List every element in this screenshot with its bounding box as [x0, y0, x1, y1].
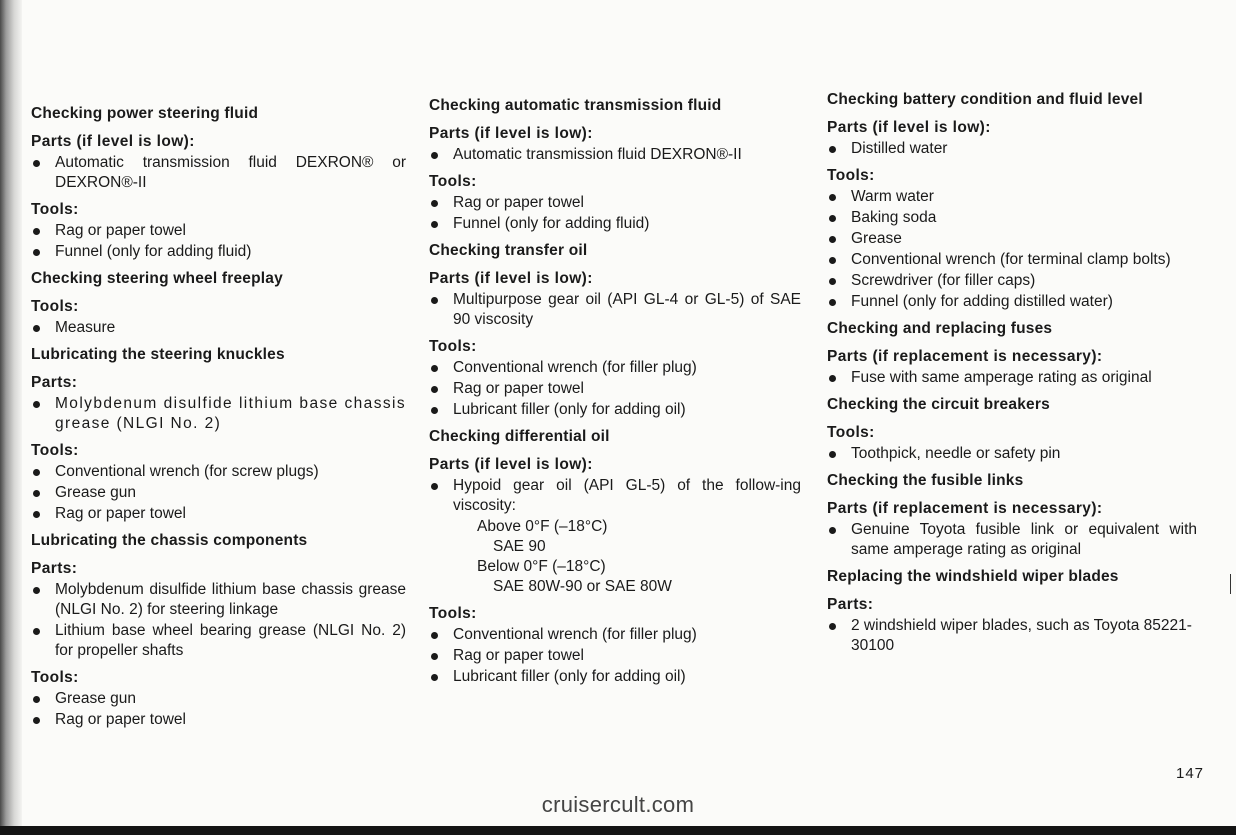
list-item: Grease [827, 229, 1197, 249]
list-item: Lithium base wheel bearing grease (NLGI No. 2) for propeller shafts [31, 621, 406, 661]
parts-label: Parts: [827, 596, 874, 613]
section-heading: Checking automatic transmission fluid [429, 97, 722, 114]
list-item: 2 windshield wiper blades, such as Toyota 85221-30100 [827, 616, 1197, 656]
list-item: Rag or paper towel [429, 646, 801, 666]
list-item: Lubricant filler (only for adding oil) [429, 667, 801, 687]
list-item: Molybdenum disulfide lithium base chassis grease (NLGI No. 2) for steering linkage [31, 580, 406, 620]
viscosity-above-label: Above 0°F (–18°C) [477, 518, 608, 535]
section-heading: Checking power steering fluid [31, 105, 259, 122]
tools-list [31, 689, 406, 730]
section-fuses [827, 319, 1197, 388]
section-fusible-links [827, 471, 1197, 560]
bullet-icon [829, 215, 836, 222]
page-number: 147 [1176, 765, 1205, 782]
section-heading: Checking and replacing fuses [827, 320, 1053, 337]
viscosity-above-value: SAE 90 [493, 538, 546, 555]
margin-mark [1230, 574, 1231, 594]
bullet-icon [829, 299, 836, 306]
section-steering-wheel-freeplay [31, 269, 406, 338]
parts-label: Parts (if level is low): [31, 133, 195, 150]
list-item: Genuine Toyota fusible link or equivalent with same amperage rating as original [827, 520, 1197, 560]
bullet-icon [431, 386, 438, 393]
parts-list [827, 368, 1197, 388]
bullet-icon [829, 527, 836, 534]
list-item: Lubricant filler (only for adding oil) [429, 400, 801, 420]
bullet-icon [33, 469, 40, 476]
bullet-icon [33, 160, 40, 167]
list-item: Molybdenum disulfide lithium base chassis grease (NLGI No. 2) [31, 394, 406, 434]
bullet-icon [829, 257, 836, 264]
section-chassis-components [31, 531, 406, 730]
bullet-icon [33, 628, 40, 635]
tools-label: Tools: [31, 298, 79, 315]
parts-list [827, 520, 1197, 560]
bullet-icon [431, 297, 438, 304]
list-item: Multipurpose gear oil (API GL-4 or GL-5) of SAE 90 viscosity [429, 290, 801, 330]
list-item: Conventional wrench (for screw plugs) [31, 462, 406, 482]
bullet-icon [829, 623, 836, 630]
tools-label: Tools: [429, 338, 477, 355]
tools-list [31, 318, 406, 338]
list-item: Funnel (only for adding fluid) [31, 242, 406, 262]
tools-label: Tools: [429, 173, 477, 190]
bullet-icon [33, 511, 40, 518]
list-item: Conventional wrench (for filler plug) [429, 625, 801, 645]
tools-list [429, 625, 801, 687]
bullet-icon [33, 401, 40, 408]
book-spine-shadow [0, 0, 22, 835]
viscosity-table [429, 517, 801, 597]
list-item: Toothpick, needle or safety pin [827, 444, 1197, 464]
section-heading: Checking the circuit breakers [827, 396, 1050, 413]
list-item: Grease gun [31, 689, 406, 709]
bullet-icon [33, 717, 40, 724]
parts-list [827, 616, 1197, 656]
bullet-icon [431, 653, 438, 660]
parts-label: Parts (if level is low): [429, 456, 593, 473]
list-item: Screwdriver (for filler caps) [827, 271, 1197, 291]
bullet-icon [431, 152, 438, 159]
list-item: Grease gun [31, 483, 406, 503]
parts-label: Parts: [31, 560, 78, 577]
tools-list [827, 444, 1197, 464]
list-item: Rag or paper towel [31, 504, 406, 524]
bullet-icon [33, 587, 40, 594]
section-wiper-blades [827, 567, 1197, 656]
tools-label: Tools: [827, 167, 875, 184]
bullet-icon [431, 200, 438, 207]
section-heading: Checking steering wheel freeplay [31, 270, 283, 287]
bullet-icon [431, 674, 438, 681]
parts-label: Parts (if level is low): [429, 270, 593, 287]
page-bottom-edge [0, 826, 1236, 835]
watermark: cruisercult.com [541, 792, 695, 817]
parts-label: Parts (if replacement is necessary): [827, 348, 1103, 365]
section-heading: Checking transfer oil [429, 242, 588, 259]
tools-label: Tools: [31, 442, 79, 459]
bullet-icon [33, 490, 40, 497]
list-item: Automatic transmission fluid DEXRON®-II [429, 145, 801, 165]
list-item: Conventional wrench (for filler plug) [429, 358, 801, 378]
section-heading: Lubricating the chassis components [31, 532, 308, 549]
section-automatic-transmission-fluid [429, 96, 801, 234]
section-heading: Checking battery condition and fluid level [827, 91, 1143, 108]
parts-label: Parts (if level is low): [827, 119, 991, 136]
section-steering-knuckles [31, 345, 406, 524]
tools-label: Tools: [827, 424, 875, 441]
parts-label: Parts (if level is low): [429, 125, 593, 142]
bullet-icon [431, 407, 438, 414]
list-item: Rag or paper towel [31, 221, 406, 241]
bullet-icon [829, 375, 836, 382]
bullet-icon [829, 194, 836, 201]
bullet-icon [431, 483, 438, 490]
bullet-icon [431, 221, 438, 228]
parts-list [31, 580, 406, 661]
column-3 [827, 90, 1197, 663]
viscosity-below-value: SAE 80W-90 or SAE 80W [493, 578, 672, 595]
parts-list [31, 153, 406, 193]
list-item: Rag or paper towel [429, 379, 801, 399]
tools-list [31, 462, 406, 524]
section-heading: Replacing the windshield wiper blades [827, 568, 1119, 585]
list-item: Rag or paper towel [429, 193, 801, 213]
section-differential-oil [429, 427, 801, 687]
list-item: Funnel (only for adding distilled water) [827, 292, 1197, 312]
section-heading: Checking the fusible links [827, 472, 1024, 489]
parts-list [827, 139, 1197, 159]
bullet-icon [829, 146, 836, 153]
list-item: Hypoid gear oil (API GL-5) of the follow-ing viscosity: [429, 476, 801, 516]
parts-list [429, 476, 801, 516]
tools-label: Tools: [429, 605, 477, 622]
bullet-icon [431, 365, 438, 372]
tools-list [31, 221, 406, 262]
list-item: Baking soda [827, 208, 1197, 228]
section-heading: Lubricating the steering knuckles [31, 346, 285, 363]
bullet-icon [829, 278, 836, 285]
list-item: Funnel (only for adding fluid) [429, 214, 801, 234]
section-battery [827, 90, 1197, 312]
tools-list [429, 193, 801, 234]
tools-list [827, 187, 1197, 312]
list-item: Automatic transmission fluid DEXRON® or DEXRON®-II [31, 153, 406, 193]
list-item: Warm water [827, 187, 1197, 207]
bullet-icon [33, 228, 40, 235]
column-1 [31, 104, 406, 737]
parts-label: Parts: [31, 374, 78, 391]
tools-list [429, 358, 801, 420]
parts-label: Parts (if replacement is necessary): [827, 500, 1103, 517]
parts-list [429, 145, 801, 165]
bullet-icon [33, 249, 40, 256]
bullet-icon [829, 451, 836, 458]
bullet-icon [829, 236, 836, 243]
list-item: Measure [31, 318, 406, 338]
list-item: Conventional wrench (for terminal clamp bolts) [827, 250, 1197, 270]
tools-label: Tools: [31, 669, 79, 686]
parts-list [429, 290, 801, 330]
section-transfer-oil [429, 241, 801, 420]
section-heading: Checking differential oil [429, 428, 610, 445]
bullet-icon [33, 696, 40, 703]
column-2 [429, 96, 801, 694]
list-item: Distilled water [827, 139, 1197, 159]
section-circuit-breakers [827, 395, 1197, 464]
tools-label: Tools: [31, 201, 79, 218]
list-item: Fuse with same amperage rating as original [827, 368, 1197, 388]
viscosity-below-label: Below 0°F (–18°C) [477, 558, 606, 575]
section-power-steering-fluid [31, 104, 406, 262]
bullet-icon [33, 325, 40, 332]
bullet-icon [431, 632, 438, 639]
list-item: Rag or paper towel [31, 710, 406, 730]
parts-list [31, 394, 406, 434]
